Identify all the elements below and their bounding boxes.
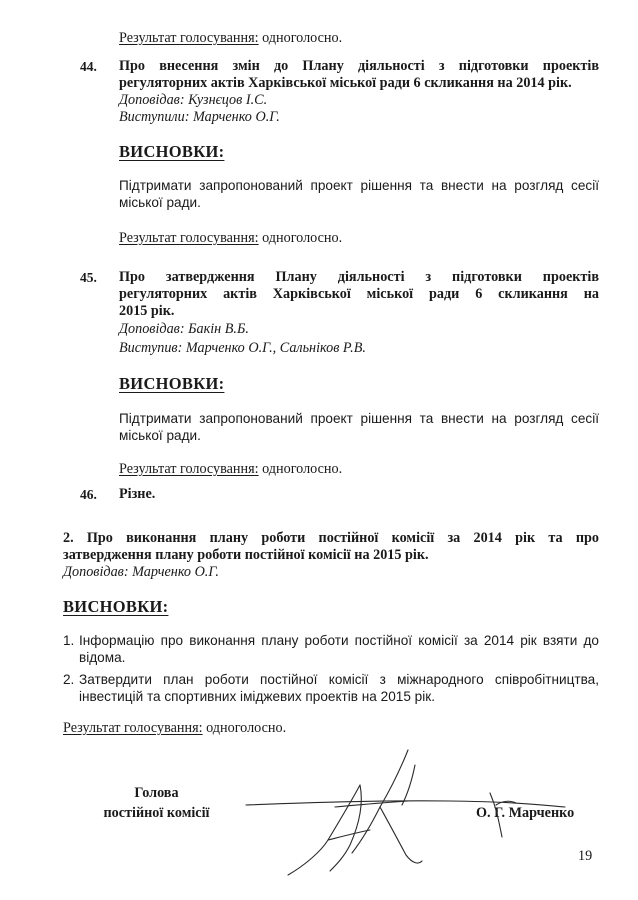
page-number: 19 (578, 848, 593, 864)
voting-result-top (119, 30, 342, 47)
voting-result-label: Результат голосування: (119, 461, 259, 477)
item-45-title-line3: 2015 рік. (119, 303, 175, 319)
item-45-conclusion-line1: Підтримати запропонований проект рішення та внести на розгляд сесії (119, 411, 599, 426)
voting-result-label: Результат голосування: (119, 230, 259, 246)
item-44-speakers: Виступили: Марченко О.Г. (119, 109, 280, 125)
item-45-number: 45. (80, 270, 97, 285)
voting-result-label: Результат голосування: (63, 720, 203, 736)
item-44-conclusions-heading: ВИСНОВКИ: (119, 142, 225, 161)
item-46-number: 46. (80, 487, 97, 502)
list-item-line2: відома. (79, 650, 126, 665)
item-44-reporter: Доповідав: Кузнєцов І.С. (119, 92, 268, 108)
item-44-conclusion-line1: Підтримати запропонований проект рішення та внести на розгляд сесії (119, 178, 599, 193)
item-45-conclusion-line2: міської ради. (119, 428, 201, 443)
signatory-name: О. Г. Марченко (476, 805, 575, 821)
voting-result-label: Результат голосування: (119, 30, 259, 46)
item-44-number: 44. (80, 59, 97, 74)
signatory-role-line2: постійної комісії (103, 805, 210, 821)
voting-result-value: одноголосно. (258, 230, 343, 246)
section-2-conclusions-heading: ВИСНОВКИ: (63, 597, 169, 616)
section-2-conclusions-list (63, 632, 599, 705)
item-45-reporter: Доповідав: Бакін В.Б. (119, 321, 249, 337)
section-2-title-line2: затвердження плану роботи постійної комісії на 2015 рік. (63, 547, 429, 563)
item-45-title-line2: регуляторних актів Харківської міської ради 6 скликання на (119, 286, 599, 302)
item-44-voting-result (119, 230, 342, 247)
list-item-number: 2. (63, 672, 75, 687)
list-item-line1: Затвердити план роботи постійної комісії з міжнародного співробітництва, (79, 672, 599, 687)
item-44-conclusion-line2: міської ради. (119, 195, 201, 210)
section-2-title-line1: 2. Про виконання плану роботи постійної комісії за 2014 рік та про (63, 530, 599, 546)
item-46-title: Різне. (119, 486, 156, 502)
voting-result-value: одноголосно. (258, 461, 343, 477)
list-item (63, 632, 599, 666)
item-45-speakers: Виступив: Марченко О.Г., Сальніков Р.В. (119, 340, 366, 356)
item-45-title-line1: Про затвердження Плану діяльності з підготовки проектів (119, 269, 599, 285)
list-item-line1: Інформацію про виконання плану роботи постійної комісії за 2014 рік взяти до (79, 633, 599, 648)
voting-result-value: одноголосно. (258, 30, 343, 46)
list-item (63, 671, 599, 705)
item-44-title-line1: Про внесення змін до Плану діяльності з підготовки проектів (119, 58, 599, 74)
signatory-role-line1: Голова (134, 785, 179, 801)
item-44-title-line2: регуляторних актів Харківської міської ради 6 скликання на 2014 рік. (119, 75, 572, 91)
item-45-conclusions-heading: ВИСНОВКИ: (119, 374, 225, 393)
item-45-voting-result (119, 461, 342, 478)
list-item-line2: інвестицій та спортивних іміджевих проектів на 2015 рік. (79, 689, 435, 704)
section-2-reporter: Доповідав: Марченко О.Г. (63, 564, 219, 580)
section-2-voting-result (63, 720, 286, 737)
list-item-number: 1. (63, 633, 75, 648)
handwritten-signature (240, 745, 570, 880)
voting-result-value: одноголосно. (202, 720, 287, 736)
